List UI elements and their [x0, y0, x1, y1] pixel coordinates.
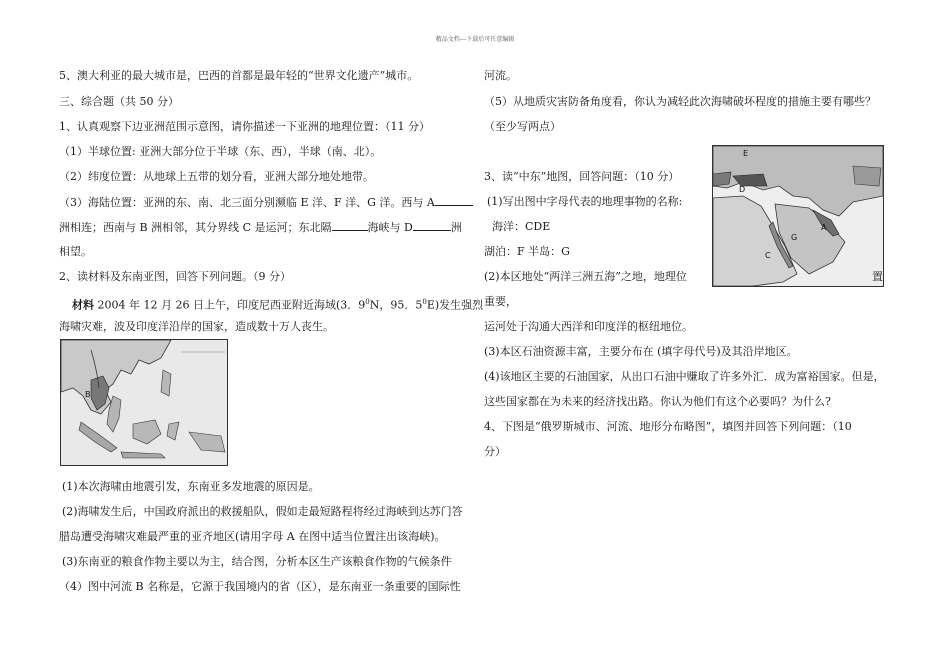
material-text-1: [72, 295, 483, 313]
sea-question-1: (1)本次海啸由地震引发，东南亚多发地震的原因是。: [62, 480, 320, 493]
southeast-asia-map: [60, 339, 228, 466]
question-1-part-3b-text-2: 海峡与 D: [367, 221, 413, 234]
question-3-part-2b: 重要，: [484, 295, 517, 308]
question-2-title: 2、读材料及东南亚图，回答下列问题。（9 分）: [59, 270, 291, 283]
question-1-part-1: （1）半球位置: 亚洲大部分位于半球（东、西），半球（南、北）。: [59, 145, 382, 158]
material-text-2: 海啸灾难，波及印度洋沿岸的国家，造成数十万人丧生。: [59, 320, 334, 333]
question-3-part-2c: 运河处于沟通大西洋和印度洋的枢纽地位。: [484, 320, 693, 333]
question-4-title: 4、下图是“俄罗斯城市、河流、地形分布略图”，填图并回答下列问题：（10: [484, 420, 852, 433]
question-3-part-1: (1)写出图中字母代表的地理事物的名称:: [487, 195, 683, 208]
material-part-1: 2004 年 12 月 26 日上午，印度尼西亚附近海域(3．9: [94, 298, 366, 312]
degree-mark: 0: [365, 298, 370, 306]
question-1-part-3a: [59, 195, 473, 210]
material-label: 材料: [72, 298, 94, 312]
sea-question-5-hint: （至少写两点）: [484, 120, 561, 133]
map-label-b: B: [85, 390, 91, 399]
question-3-part-2a-end: 置: [872, 270, 883, 283]
question-1-part-3b-text-3: 洲: [450, 221, 462, 234]
page-header: 精品文档---下载后可任意编辑: [435, 36, 515, 43]
southeast-asia-map-drawing: [61, 340, 227, 465]
material-part-3: E)发生强烈: [426, 298, 484, 312]
question-3-seas: 海洋：CDE: [492, 220, 551, 233]
middle-east-map: [712, 145, 884, 287]
degree-mark: 0: [422, 298, 427, 306]
sea-question-4: （4）图中河流 B 名称是，它源于我国境内的省（区），是东南亚一条重要的国际性: [59, 580, 461, 593]
map-label-d: D: [739, 185, 746, 194]
sea-question-3: (3)东南亚的粮食作物主要以为主，结合图，分析本区生产该粮食作物的气候条件: [62, 555, 452, 568]
continued-text: 河流。: [484, 69, 517, 82]
question-1-part-3a-text: （3）海陆位置：亚洲的东、南、北三面分别濒临 E 洋、F 洋、G 洋。西与 A: [59, 196, 435, 209]
question-3-title: 3、读“中东”地图，回答问题：（10 分）: [484, 170, 680, 183]
sea-question-2a: (2)海啸发生后，中国政府派出的救援船队，假如走最短路程将经过海峡到达苏门答: [62, 505, 463, 518]
answer-blank[interactable]: [435, 195, 473, 206]
question-1-part-2: （2）纬度位置：从地球上五带的划分看，亚洲大部分地处地带。: [59, 170, 374, 183]
question-1-part-3b: [59, 220, 462, 235]
question-3-part-2a: (2)本区地处“两洋三洲五海”之地，地理位: [484, 270, 687, 283]
map-label-e: E: [743, 149, 749, 158]
answer-blank[interactable]: [332, 220, 368, 231]
map-label-g: G: [791, 233, 798, 242]
map-label-c: C: [765, 251, 771, 260]
question-1-part-3c: 相望。: [59, 245, 92, 258]
section-heading: 三、综合题（共 50 分）: [59, 95, 179, 108]
question-3-part-4a: (4)该地区主要的石油国家，从出口石油中赚取了许多外汇．成为富裕国家。但是，: [484, 370, 885, 383]
sea-question-5: （5）从地质灾害防备角度看，你认为减轻此次海啸破坏程度的措施主要有哪些？: [484, 95, 876, 108]
question-4-title-end: 分）: [484, 445, 506, 458]
question-1-title: 1、认真观察下边亚洲范围示意图，请你描述一下亚洲的地理位置：（11 分）: [59, 120, 430, 133]
sea-question-2b: 腊岛遭受海啸灾难最严重的亚齐地区(请用字母 A 在图中适当位置注出该海峡)。: [59, 530, 446, 543]
map-label-a: A: [821, 223, 827, 232]
question-3-lakes: 湖泊：F 半岛：G: [484, 245, 570, 258]
answer-blank[interactable]: [413, 220, 451, 231]
question-3-part-4b: 这些国家都在为未来的经济找出路。你认为他们有这个必要吗？为什么?: [484, 395, 831, 408]
middle-east-map-drawing: [713, 146, 883, 286]
question-3-part-3: (3)本区石油资源丰富，主要分布在 (填字母代号)及其沿岸地区。: [484, 345, 798, 358]
question-1-part-3b-text-1: 洲相连；西南与 B 洲相邻，其分界线 C 是运河；东北隔: [59, 221, 332, 234]
question-5: 5、澳大利亚的最大城市是，巴西的首都是最年轻的“世界文化遗产”城市。: [59, 69, 419, 82]
material-part-2: N，95．5: [369, 298, 423, 312]
